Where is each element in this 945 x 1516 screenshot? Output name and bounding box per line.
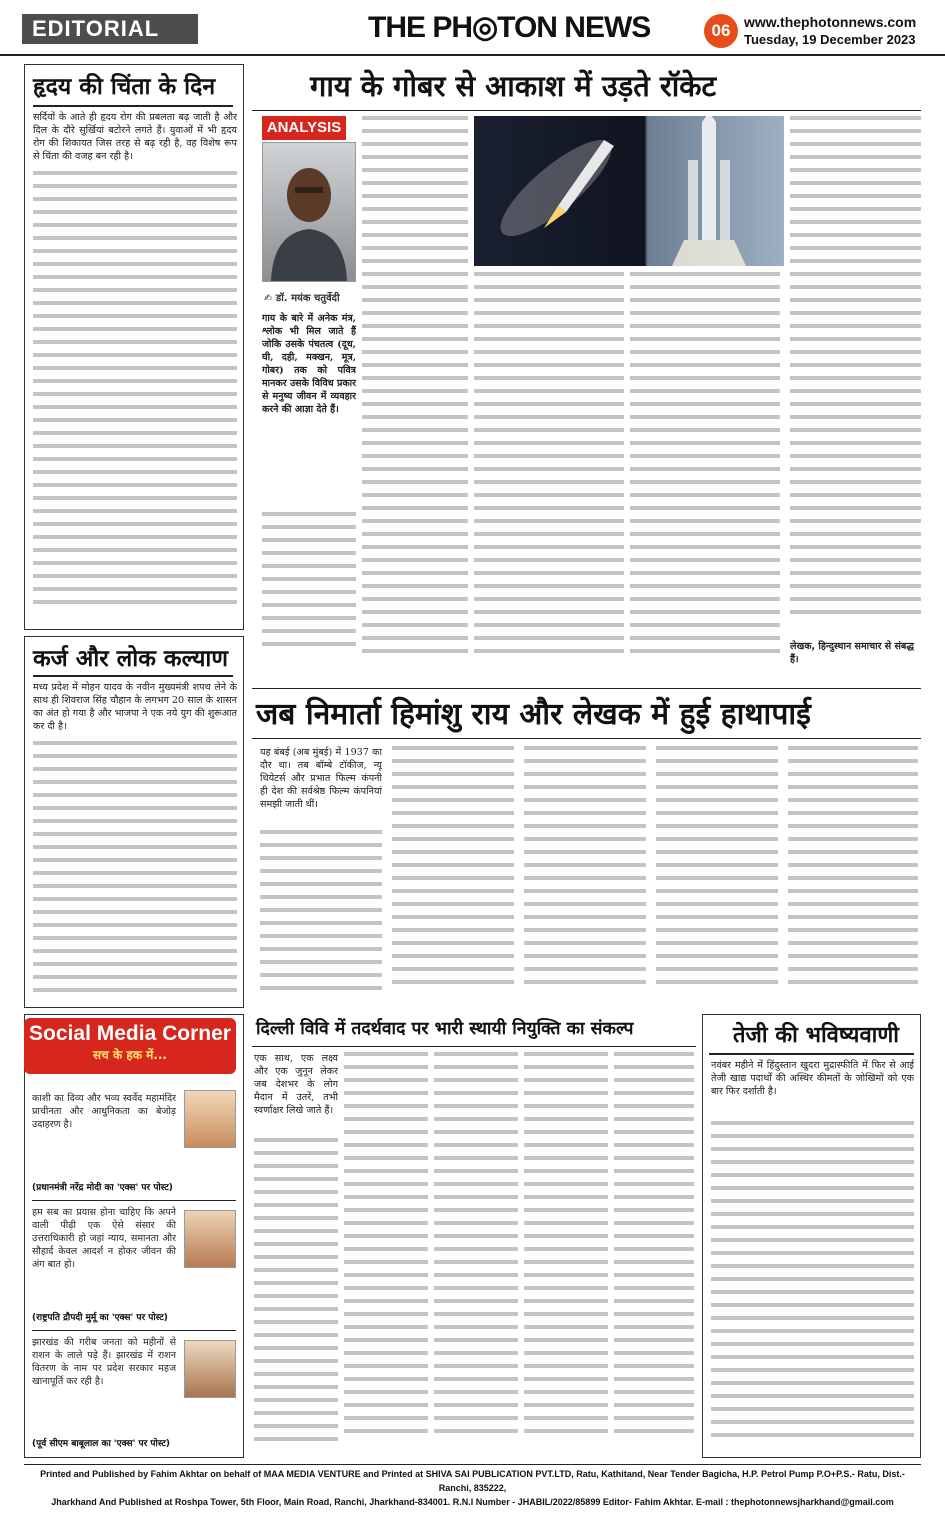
article-title: जब निमार्ता हिमांशु राय और लेखक में हुई हाथापाई (256, 697, 811, 732)
title-divider (33, 675, 233, 677)
avatar (184, 1210, 236, 1268)
social-post-attribution: (प्रधानमंत्री नरेंद्र मोदी का 'एक्स' पर पोस्ट) (32, 1183, 173, 1193)
masthead (0, 0, 945, 56)
imprint-line-2: Jharkhand And Published at Roshpa Tower, 5th Floor, Main Road, Ranchi, Jharkhand-834001. R.N.I Number - JHABIL/2022/85899 Editor- Fahim Akhtar. E-mail : thephotonnewsjharkhand@gmail.com (51, 1497, 894, 1507)
article-body-text (254, 1138, 338, 1454)
issue-date: Tuesday, 19 December 2023 (744, 32, 916, 47)
imprint-line-1: Printed and Published by Fahim Akhtar on behalf of MAA MEDIA VENTURE and Printed at SHIVA SAI PUBLICATION PVT.LTD, Ratu, Kathitand, Near Tender Bagicha, H.P. Petrol Pump P.O+P.S.- Ratu, Dist.-Ranchi, 835222, (40, 1469, 905, 1493)
article-lead: नवंबर महीने में हिंदुस्तान खुदरा मुद्रास्फीति में फिर से आई तेजी खाद्य पदार्थों की अस्थिर कीमतों के जोखिमों को एक बार फिर दर्शाती है। (711, 1060, 914, 1097)
person-icon (263, 143, 355, 281)
author-byline: ✍ डॉ. मयंक चतुर्वेदी (264, 293, 340, 304)
article-lead: यह बंबई (अब मुंबई) में 1937 का दौर था। तब बॉम्बे टॉकीज, न्यू थियेटर्स और प्रभात फिल्म कंपनी ही देश की सर्वश्रेष्ठ फिल्म कंपनियां समझी जाती थीं। (260, 747, 382, 810)
article-body-text (711, 1121, 914, 1453)
title-divider (252, 1046, 696, 1047)
article-body-text (474, 272, 624, 672)
newspaper-logo: THE PH◎TON NEWS (368, 11, 651, 44)
article-lead: एक साथ, एक लक्ष्य और एक जुनून लेकर जब देशभर के लोग मैदान में उतरें, तभी स्वर्णाक्षर लिखे जाते हैं। (254, 1053, 338, 1116)
article-body-text (262, 512, 356, 672)
article-body-text (630, 272, 780, 672)
author-credit: लेखक, हिन्दुस्थान समाचार से संबद्ध हैं। (790, 641, 914, 665)
author-photo (262, 142, 356, 282)
social-post-text: झारखंड की गरीब जनता को महीनों से राशन के लाले पड़े हैं। झारखंड में राशन वितरण के नाम पर प्रदेश सरकार महज खानापूर्ति कर रही है। (32, 1337, 176, 1387)
article-body-text (33, 741, 237, 1001)
article-delhi-university (252, 1014, 696, 1458)
title-divider (33, 105, 233, 107)
title-divider (252, 110, 921, 111)
rocket-launch-photo (474, 116, 784, 266)
article-body-text (260, 830, 382, 1004)
social-post-attribution: (राष्ट्रपति द्रौपदी मुर्मू का 'एक्स' पर पोस्ट) (32, 1313, 168, 1323)
avatar (184, 1340, 236, 1398)
page-number: 06 (704, 14, 738, 48)
article-body-text (788, 746, 918, 1004)
article-lead: सर्दियों के आते ही हृदय रोग की प्रबलता बढ़ जाती है और दिल के दौरे सुर्खियां बटोरने लगते हैं। युवाओं में भी हृदय रोग की शिकायत जिस तरह से बढ़ रही है, वह विशेष रूप से चिंता की वजह बन रही है। (33, 112, 237, 162)
article-body-text (392, 746, 514, 1004)
article-body-text (362, 116, 468, 672)
website-url[interactable]: www.thephotonnews.com (744, 14, 917, 30)
article-inflation-forecast (702, 1014, 921, 1458)
analysis-label: ANALYSIS (262, 116, 346, 140)
article-title: कर्ज और लोक कल्याण (33, 646, 229, 672)
article-title: तेजी की भविष्यवाणी (733, 1023, 899, 1048)
title-divider (252, 738, 921, 739)
article-body-text (656, 746, 778, 1004)
post-divider (32, 1200, 236, 1201)
article-body-text (434, 1052, 518, 1454)
social-post-text: हम सब का प्रयास होना चाहिए कि अपने वाली पीढ़ी एक ऐसे संसार की उत्तराधिकारी हो जहां न्याय, समानता और सौहार्द केवल आदर्श न होकर जीवन की अंग बात हो। (32, 1207, 176, 1270)
article-body-text (614, 1052, 694, 1454)
social-post-text: काशी का दिव्य और भव्य स्वर्वेद महामंदिर प्राचीनता और आधुनिकता का बेजोड़ उदाहरण है। (32, 1093, 176, 1130)
article-body-text (344, 1052, 428, 1454)
article-body-text (524, 1052, 608, 1454)
social-post-attribution: (पूर्व सीएम बाबूलाल का 'एक्स' पर पोस्ट) (32, 1439, 170, 1449)
top-divider (252, 688, 921, 689)
avatar (184, 1090, 236, 1148)
section-tag: EDITORIAL (22, 14, 198, 44)
social-media-subtitle: सच के हक में... (93, 1048, 167, 1062)
title-divider (709, 1053, 914, 1055)
article-heart-health (24, 64, 244, 630)
article-body-text (33, 171, 237, 623)
article-lead: मध्य प्रदेश में मोहन यादव के नवीन मुख्यमंत्री शपथ लेने के साथ ही शिवराज सिंह चौहान के लगभग 20 साल के शासन का अंत हो गया है और भाजपा ने एक नये युग की शुरूआत कर दी है। (33, 682, 237, 732)
article-title: हृदय की चिंता के दिन (33, 74, 216, 100)
article-body-text (524, 746, 646, 1004)
social-media-header (24, 1018, 236, 1074)
imprint-footer (24, 1464, 921, 1508)
article-debt-welfare (24, 636, 244, 1008)
rocket-icon (474, 116, 784, 266)
pull-quote: गाय के बारे में अनेक मंत्र, श्लोक भी मिल जाते हैं जोकि उसके पंचतत्व (दूध, घी, दही, मक्खन, मूत्र, गोबर) तक को पवित्र मानकर उसके विविध प्रकार से मनुष्य जीवन में व्यवहार करने की आज्ञा देते हैं। (262, 313, 356, 415)
social-media-title: Social Media Corner (29, 1022, 231, 1045)
article-title: दिल्ली विवि में तदर्थवाद पर भारी स्थायी नियुक्ति का संकल्प (256, 1019, 634, 1039)
article-body-text (790, 116, 921, 636)
article-himanshu-rai (252, 688, 921, 1008)
post-divider (32, 1330, 236, 1331)
article-title: गाय के गोबर से आकाश में उड़ते रॉकेट (310, 69, 717, 103)
